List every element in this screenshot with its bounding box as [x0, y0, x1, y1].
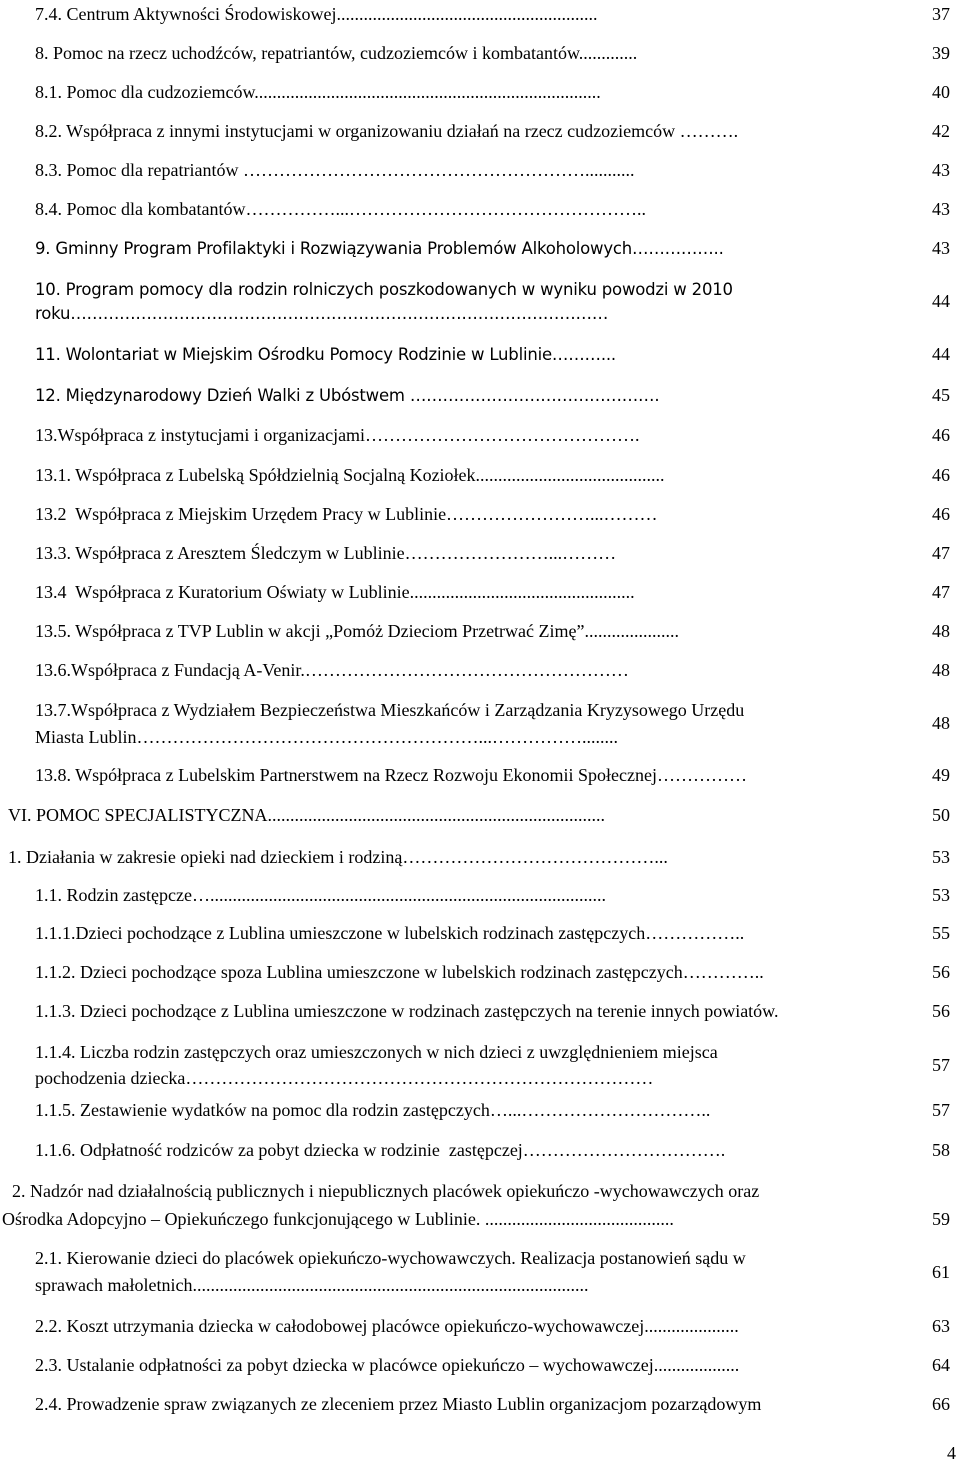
- toc-entry-page: 61: [932, 1262, 950, 1282]
- toc-entry-title: 8. Pomoc na rzecz uchodźców, repatriantów, cudzoziemców i kombatantów.............: [35, 43, 638, 63]
- toc-entry-title: 13.3. Współpraca z Aresztem Śledczym w Lublinie……………………...………: [35, 543, 617, 563]
- toc-entry-title: 13.Współpraca z instytucjami i organizacjami……………………………………….: [35, 425, 640, 445]
- toc-entry-page: 47: [932, 543, 950, 563]
- toc-entry-title: 13.6.Współpraca z Fundacją A-Venir.………………………………………………: [35, 660, 629, 680]
- toc-entry-page: 43: [932, 160, 950, 180]
- toc-entry-title: 2.1. Kierowanie dzieci do placówek opiekuńczo-wychowawczych. Realizacja postanowień sądu w: [35, 1248, 746, 1268]
- toc-entry-page: 44: [932, 291, 950, 311]
- toc-entry-title: 11. Wolontariat w Miejskim Ośrodku Pomocy Rodzinie w Lublinie………...: [35, 345, 616, 364]
- toc-entry-page: 42: [932, 121, 950, 141]
- toc-entry-page: 59: [932, 1209, 950, 1229]
- toc-entry-title: 8.3. Pomoc dla repatriantów …………………………………………………...........: [35, 160, 635, 180]
- toc-entry-title: 1.1.4. Liczba rodzin zastępczych oraz umieszczonych w nich dzieci z uwzględnieniem miejsca: [35, 1042, 718, 1062]
- toc-entry-title: 2.2. Koszt utrzymania dziecka w całodobowej placówce opiekuńczo-wychowawczej.....................: [35, 1316, 739, 1336]
- toc-entry-title: 1.1.3. Dzieci pochodzące z Lublina umieszczone w rodzinach zastępczych na terenie innych powiatów.: [35, 1001, 779, 1021]
- toc-entry-title: 9. Gminny Program Profilaktyki i Rozwiązywania Problemów Alkoholowych……………..: [35, 239, 724, 258]
- toc-entry-title: 13.2 Współpraca z Miejskim Urzędem Pracy w Lublinie……………………...………: [35, 504, 658, 524]
- toc-entry-title: 13.8. Współpraca z Lubelskim Partnerstwem na Rzecz Rozwoju Ekonomii Społecznej……………: [35, 765, 748, 785]
- toc-entry-page: 56: [932, 1001, 950, 1021]
- toc-entry-title: 13.4 Współpraca z Kuratorium Oświaty w Lublinie..................................................: [35, 582, 635, 602]
- toc-entry-page: 48: [932, 660, 950, 680]
- toc-entry-title-cont: sprawach małoletnich........................................................................................: [35, 1275, 589, 1295]
- toc-entry-page: 56: [932, 962, 950, 982]
- toc-entry-page: 45: [932, 385, 950, 405]
- toc-entry-page: 46: [932, 504, 950, 524]
- toc-entry-page: 57: [932, 1100, 950, 1120]
- toc-entry-page: 57: [932, 1055, 950, 1075]
- toc-entry-title-cont: pochodzenia dziecka……………………………………………………………………: [35, 1068, 654, 1088]
- toc-entry-page: 44: [932, 344, 950, 364]
- toc-entry-page: 47: [932, 582, 950, 602]
- toc-entry-page: 43: [932, 199, 950, 219]
- toc-entry-page: 37: [932, 4, 950, 24]
- toc-entry-page: 49: [932, 765, 950, 785]
- toc-entry-title: 1.1.5. Zestawienie wydatków na pomoc dla rodzin zastępczych…...…………………………..: [35, 1100, 711, 1120]
- toc-entry-page: 43: [932, 238, 950, 258]
- toc-entry-title-cont: Ośrodka Adopcyjno – Opiekuńczego funkcjonującego w Lublinie. ..........................................: [2, 1209, 674, 1229]
- toc-entry-title-cont: roku………………………………………………………………………………………: [35, 304, 609, 323]
- toc-entry-page: 39: [932, 43, 950, 63]
- toc-entry-title: 1.1. Rodzin zastępcze…........................................................................................: [35, 885, 606, 905]
- toc-entry-page: 53: [932, 885, 950, 905]
- toc-entry-page: 58: [932, 1140, 950, 1160]
- toc-entry-page: 64: [932, 1355, 950, 1375]
- toc-entry-page: 55: [932, 923, 950, 943]
- toc-entry-page: 50: [932, 805, 950, 825]
- toc-entry-page: 46: [932, 465, 950, 485]
- toc-entry-page: 46: [932, 425, 950, 445]
- toc-entry-title: 1.1.1.Dzieci pochodzące z Lublina umieszczone w lubelskich rodzinach zastępczych……………..: [35, 923, 745, 943]
- toc-entry-title: 1. Działania w zakresie opieki nad dzieckiem i rodziną……………………………………...: [8, 847, 668, 867]
- toc-entry-page: 48: [932, 621, 950, 641]
- toc-entry-title: 2.3. Ustalanie odpłatności za pobyt dziecka w placówce opiekuńczo – wychowawczej...................: [35, 1355, 740, 1375]
- toc-entry-title: 7.4. Centrum Aktywności Środowiskowej..........................................................: [35, 4, 598, 24]
- toc-entry-page: 66: [932, 1394, 950, 1414]
- toc-entry-page: 48: [932, 713, 950, 733]
- toc-entry-title: 1.1.6. Odpłatność rodziców za pobyt dziecka w rodzinie zastępczej…………………………….: [35, 1140, 726, 1160]
- toc-entry-title: 13.7.Współpraca z Wydziałem Bezpieczeństwa Mieszkańców i Zarządzania Kryzysowego Urzędu: [35, 700, 745, 720]
- toc-entry-page: 63: [932, 1316, 950, 1336]
- toc-entry-title: 2.4. Prowadzenie spraw związanych ze zleceniem przez Miasto Lublin organizacjom pozarządowym: [35, 1394, 762, 1414]
- toc-entry-title: 13.1. Współpraca z Lubelską Spółdzielnią Socjalną Koziołek..........................................: [35, 465, 665, 485]
- toc-entry-title: VI. POMOC SPECJALISTYCZNA...........................................................................: [8, 805, 606, 825]
- toc-entry-title: 1.1.2. Dzieci pochodzące spoza Lublina umieszczone w lubelskich rodzinach zastępczych…………..: [35, 962, 764, 982]
- toc-entry-title-cont: Miasta Lublin…………………………………………………...……………........: [35, 727, 618, 747]
- toc-entry-title: 8.4. Pomoc dla kombatantów……………...…………………………………………..: [35, 199, 646, 219]
- toc-entry-page: 53: [932, 847, 950, 867]
- toc-entry-title: 12. Międzynarodowy Dzień Walki z Ubóstwem ……………………………………….: [35, 386, 660, 405]
- toc-entry-page: 40: [932, 82, 950, 102]
- toc-entry-title: 10. Program pomocy dla rodzin rolniczych poszkodowanych w wyniku powodzi w 2010: [35, 280, 733, 299]
- page-number: 4: [947, 1443, 956, 1463]
- toc-entry-title: 2. Nadzór nad działalnością publicznych i niepublicznych placówek opiekuńczo -wychowawczych oraz: [12, 1181, 760, 1201]
- toc-entry-title: 8.1. Pomoc dla cudzoziemców.............................................................................: [35, 82, 601, 102]
- toc-entry-title: 13.5. Współpraca z TVP Lublin w akcji „Pomóż Dzieciom Przetrwać Zimę”.....................: [35, 621, 680, 641]
- toc-entry-title: 8.2. Współpraca z innymi instytucjami w organizowaniu działań na rzecz cudzoziemców ……….: [35, 121, 739, 141]
